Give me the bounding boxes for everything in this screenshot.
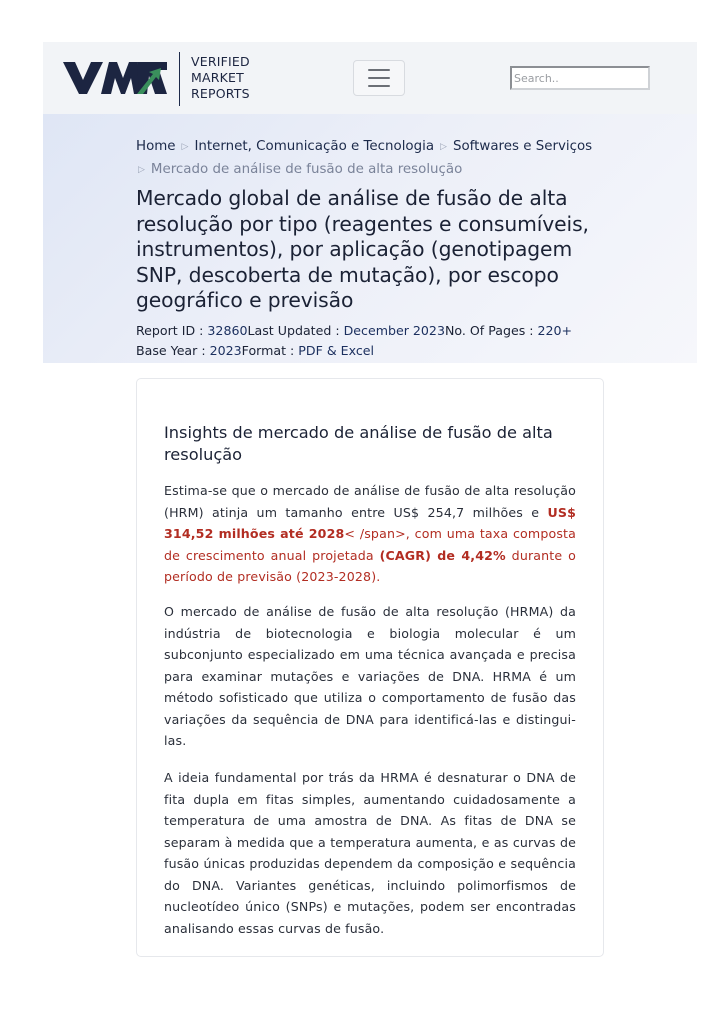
insights-card — [136, 378, 604, 957]
base-year-value: 2023 — [209, 343, 242, 358]
hamburger-icon-line — [368, 69, 390, 71]
logo-word-reports: REPORTS — [191, 86, 250, 101]
vmr-logo[interactable] — [63, 50, 167, 106]
chevron-right-icon: ▷ — [440, 142, 447, 152]
chevron-right-icon: ▷ — [181, 142, 189, 152]
p1-text: Estima-se que o mercado de análise de fusão de alta resolução (HRM) atinja um tamanho entre US$ 254,7 milhões e — [164, 483, 576, 520]
meta-row-1 — [136, 321, 606, 341]
hamburger-icon-line — [368, 85, 390, 87]
breadcrumb-home-link[interactable]: Home — [136, 139, 176, 154]
breadcrumb-current: Mercado de análise de fusão de alta resolução — [150, 162, 463, 177]
format-value: PDF & Excel — [298, 343, 375, 358]
insights-paragraph-3: A ideia fundamental por trás da HRMA é desnaturar o DNA de fita dupla em fitas simples, aumentando cuidadosamente a temperatura de uma amostra de DNA. As fitas de DNA se separam à medida que a temperatura aumenta, e as curvas de fusão únicas produzidas dependem da composição e sequência do DNA. Variantes genéticas, incluindo polimorfismos de nucleotídeo único (SNPs) e mutações, podem ser encontradas analisando essas curvas de fusão. — [164, 770, 576, 936]
breadcrumb-subcategory-link[interactable]: Softwares e Serviços — [452, 139, 593, 154]
logo-wordmark — [191, 54, 250, 102]
last-updated-value: December 2023 — [343, 323, 445, 338]
market-size-highlight: US$ 314,52 milhões até 2028 — [164, 504, 576, 541]
site-header — [43, 42, 697, 114]
hamburger-icon-line — [368, 77, 390, 79]
search-input[interactable] — [510, 66, 650, 90]
insights-heading: Insights de mercado de análise de fusão de alta resolução — [164, 423, 553, 464]
report-id-label: Report ID : — [136, 323, 208, 338]
vmr-logo-mark — [63, 58, 167, 98]
logo-word-verified: VERIFIED — [191, 54, 250, 69]
report-hero — [43, 114, 697, 363]
menu-toggle-button[interactable] — [353, 60, 405, 96]
insights-paragraph-2: O mercado de análise de fusão de alta resolução (HRMA) da indústria de biotecnologia e biologia molecular é um subconjunto especializado em uma técnica avançada e precisa para examinar mutações e variações de DNA. HRMA é um método sofisticado que utiliza o comportamento de fusão das variações da sequência de DNA para identificá-las e distingui-las. — [164, 604, 576, 748]
last-updated-label: Last Updated : — [247, 323, 344, 338]
page-title: Mercado global de análise de fusão de alta resolução por tipo (reagentes e consumíveis, instrumentos), por aplicação (genotipagem SNP, descoberta de mutação), por escopo geográfico e previsão — [136, 186, 589, 312]
breadcrumb-category-link[interactable]: Internet, Comunicação e Tecnologia — [194, 139, 435, 154]
pages-value: 220+ — [537, 323, 573, 338]
chevron-right-icon: ▷ — [138, 165, 145, 175]
meta-row-2 — [136, 341, 606, 361]
p1-red-text: < /span>, com uma taxa composta de crescimento anual projetada — [164, 526, 576, 563]
pages-label: No. Of Pages : — [444, 323, 538, 338]
base-year-label: Base Year : — [136, 343, 210, 358]
logo-word-market: MARKET — [191, 70, 244, 85]
insights-paragraph-1 — [164, 480, 576, 588]
format-label: Format : — [241, 343, 299, 358]
report-id-value: 32860 — [207, 323, 248, 338]
logo-divider — [179, 52, 180, 106]
breadcrumb — [136, 136, 606, 182]
cagr-highlight: (CAGR) de 4,42% — [379, 547, 506, 563]
p1-forecast-period: durante o período de previsão (2023-2028). — [164, 547, 576, 584]
report-meta — [136, 321, 606, 361]
